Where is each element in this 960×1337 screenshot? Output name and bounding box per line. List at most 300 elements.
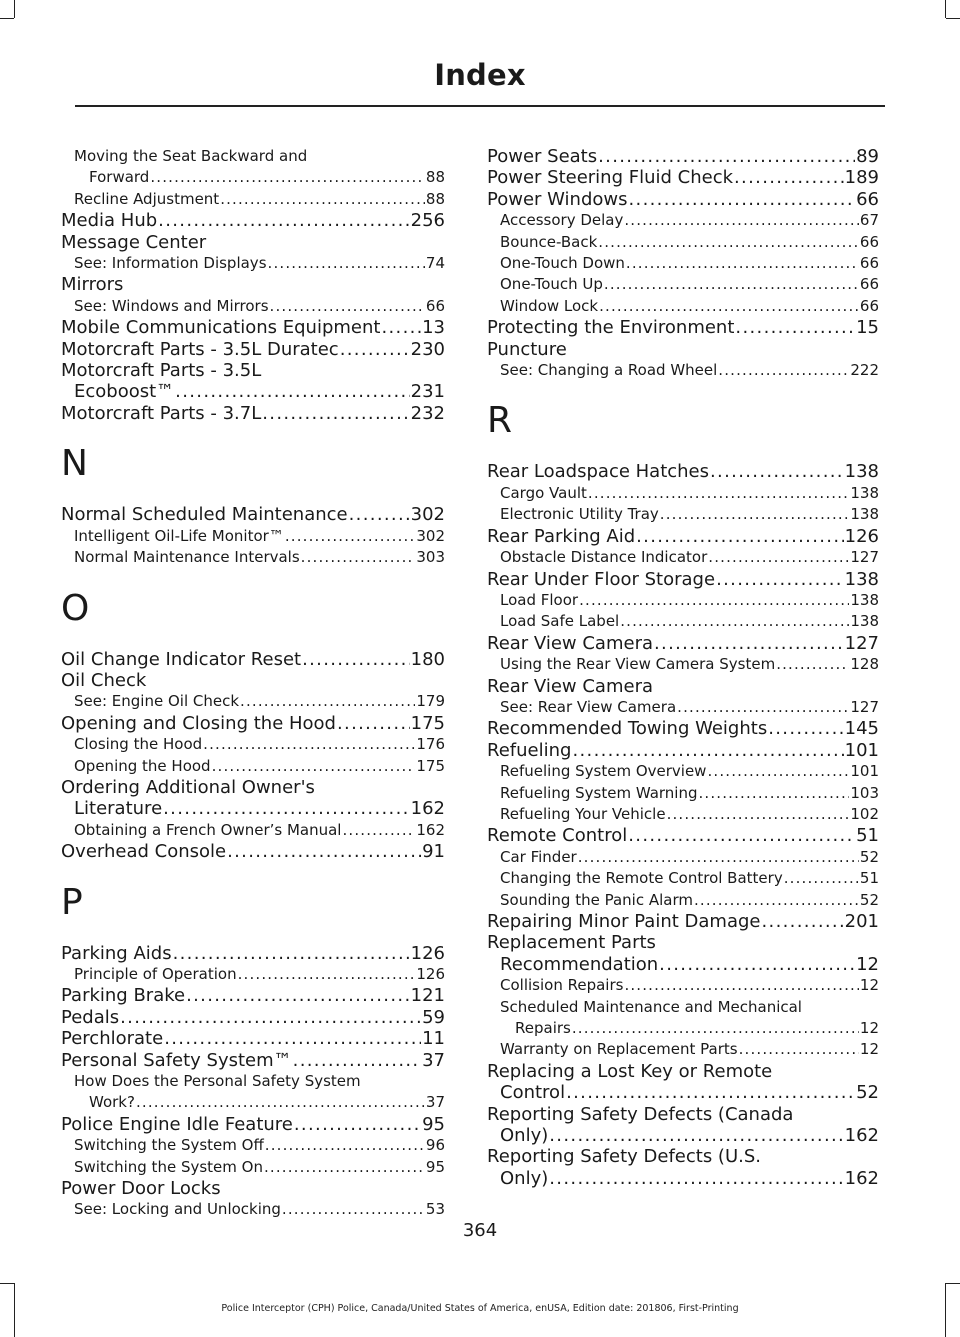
dot-leader xyxy=(265,1135,425,1156)
index-subentry[interactable] xyxy=(61,167,445,188)
dot-leader xyxy=(173,943,410,964)
entry-page-number: 201 xyxy=(844,911,879,932)
index-heading: Mirrors xyxy=(61,274,124,296)
crop-mark-top-right-v xyxy=(945,0,946,18)
entry-page-number: 222 xyxy=(850,361,879,380)
index-entry[interactable] xyxy=(487,317,879,338)
entry-label: Media Hub xyxy=(61,210,158,232)
dot-leader xyxy=(710,461,844,482)
index-entry[interactable] xyxy=(61,649,445,670)
entry-label: Personal Safety System™ xyxy=(61,1049,292,1071)
index-heading: Reporting Safety Defects (Canada xyxy=(487,1103,794,1125)
index-subentry[interactable] xyxy=(487,868,879,889)
dot-leader xyxy=(381,317,421,338)
dot-leader xyxy=(761,911,843,932)
entry-page-number: 101 xyxy=(844,739,879,761)
index-subentry[interactable] xyxy=(61,734,445,755)
entry-page-number: 162 xyxy=(844,1125,879,1147)
entry-page-number: 162 xyxy=(410,798,445,820)
entry-label: Accessory Delay xyxy=(500,211,624,230)
index-entry[interactable] xyxy=(61,841,445,862)
dot-leader xyxy=(337,713,410,734)
index-subentry[interactable] xyxy=(487,504,879,525)
entry-page-number: 13 xyxy=(422,317,445,339)
index-subentry[interactable] xyxy=(487,483,879,504)
index-heading: Oil Check xyxy=(61,669,147,691)
entry-label: Changing the Remote Control Battery xyxy=(500,869,783,888)
index-entry[interactable] xyxy=(61,1007,445,1028)
dot-leader xyxy=(186,985,410,1006)
entry-label: Pedals xyxy=(61,1006,120,1028)
entry-page-number: 103 xyxy=(850,783,879,802)
entry-page-number: 127 xyxy=(844,632,879,654)
index-entry[interactable] xyxy=(61,210,445,231)
entry-page-number: 37 xyxy=(422,1049,445,1071)
index-subentry[interactable] xyxy=(487,547,879,568)
dot-leader xyxy=(282,1199,425,1220)
entry-label: Forward xyxy=(89,168,150,187)
entry-page-number: 127 xyxy=(850,548,879,567)
entry-page-number: 15 xyxy=(856,317,879,339)
entry-label: Rear Loadspace Hatches xyxy=(487,461,710,483)
entry-page-number: 88 xyxy=(425,189,445,208)
index-subentry[interactable] xyxy=(61,820,445,841)
entry-label: Rear Parking Aid xyxy=(487,525,636,547)
index-heading: Reporting Safety Defects (U.S. xyxy=(487,1146,761,1168)
index-subheading: Moving the Seat Backward and xyxy=(74,147,308,165)
index-entry[interactable] xyxy=(61,798,445,819)
index-heading: Puncture xyxy=(487,338,567,360)
dot-leader xyxy=(604,274,859,295)
index-entry[interactable] xyxy=(487,633,879,654)
entry-label: Literature xyxy=(74,798,163,820)
index-subentry[interactable] xyxy=(61,964,445,985)
dot-leader xyxy=(660,504,850,525)
entry-label: Car Finder xyxy=(500,847,577,866)
index-subentry[interactable] xyxy=(487,783,879,804)
index-column-left xyxy=(61,146,445,1221)
entry-label: Only) xyxy=(500,1125,549,1147)
entry-page-number: 175 xyxy=(410,712,445,734)
footer-text: Police Interceptor (CPH) Police, Canada/United States of America, enUSA, Edition date: 201806, First-Printing xyxy=(221,1303,739,1314)
entry-label: Ecoboost™ xyxy=(74,381,175,403)
dot-leader xyxy=(768,718,843,739)
dot-leader xyxy=(620,611,849,632)
dot-leader xyxy=(734,167,844,188)
entry-label: One-Touch Down xyxy=(500,254,625,273)
index-heading: Replacement Parts xyxy=(487,932,656,954)
entry-page-number: 138 xyxy=(850,483,879,502)
entry-page-number: 176 xyxy=(416,735,445,754)
entry-label: Protecting the Environment xyxy=(487,317,735,339)
entry-page-number: 179 xyxy=(416,692,445,711)
entry-page-number: 189 xyxy=(844,167,879,189)
index-entry[interactable] xyxy=(61,1050,445,1071)
entry-label: Repairing Minor Paint Damage xyxy=(487,911,761,932)
dot-leader xyxy=(588,483,849,504)
index-subentry[interactable] xyxy=(487,847,879,868)
crop-mark-bottom-right-h xyxy=(946,1283,960,1284)
dot-leader xyxy=(776,654,849,675)
index-entry[interactable] xyxy=(61,1114,445,1135)
dot-leader xyxy=(739,1039,859,1060)
entry-page-number: 231 xyxy=(410,381,445,403)
crop-mark-top-left-h xyxy=(0,18,14,19)
crop-mark-top-left-v xyxy=(14,0,15,18)
index-entry[interactable] xyxy=(487,825,879,846)
dot-leader xyxy=(262,403,409,424)
entry-page-number: 302 xyxy=(416,526,445,545)
dot-leader xyxy=(699,783,850,804)
index-entry[interactable] xyxy=(61,403,445,424)
dot-leader xyxy=(175,381,409,402)
index-subentry[interactable] xyxy=(61,296,445,317)
entry-label: Intelligent Oil-Life Monitor™ xyxy=(74,526,284,545)
dot-leader xyxy=(164,1028,421,1049)
index-subentry[interactable] xyxy=(61,1092,445,1113)
index-entry[interactable] xyxy=(61,339,445,360)
entry-label: Repairs xyxy=(515,1019,571,1038)
entry-label: Recommendation xyxy=(500,953,659,975)
dot-leader xyxy=(342,820,415,841)
entry-label: Motorcraft Parts - 3.5L Duratec xyxy=(61,338,339,360)
entry-page-number: 126 xyxy=(410,942,445,964)
dot-leader xyxy=(599,296,859,317)
entry-page-number: 66 xyxy=(425,296,445,315)
dot-leader xyxy=(598,146,855,167)
entry-label: Opening the Hood xyxy=(74,756,211,775)
index-entry[interactable] xyxy=(487,189,879,210)
index-entry[interactable] xyxy=(61,317,445,338)
dot-leader xyxy=(579,590,849,611)
entry-page-number: 66 xyxy=(856,188,879,210)
entry-label: See: Changing a Road Wheel xyxy=(500,361,718,380)
section-letter: O xyxy=(61,587,90,629)
entry-label: Only) xyxy=(500,1167,549,1189)
entry-label: Electronic Utility Tray xyxy=(500,505,659,524)
entry-page-number: 256 xyxy=(410,210,445,232)
dot-leader xyxy=(578,847,859,868)
entry-label: Oil Change Indicator Reset xyxy=(61,648,302,670)
entry-label: Switching the System On xyxy=(74,1157,263,1176)
index-entry[interactable] xyxy=(487,1168,879,1189)
entry-label: See: Engine Oil Check xyxy=(74,692,240,711)
entry-label: Using the Rear View Camera System xyxy=(500,655,776,674)
dot-leader xyxy=(136,1092,425,1113)
entry-label: Principle of Operation xyxy=(74,964,237,983)
index-subentry[interactable] xyxy=(487,975,879,996)
entry-label: See: Windows and Mirrors xyxy=(74,296,269,315)
entry-label: Collision Repairs xyxy=(500,976,624,995)
index-subentry[interactable] xyxy=(487,804,879,825)
entry-label: Control xyxy=(500,1082,566,1104)
index-subentry[interactable] xyxy=(487,360,879,381)
header-divider xyxy=(75,105,885,107)
entry-page-number: 138 xyxy=(850,590,879,609)
index-heading: Message Center xyxy=(61,231,207,253)
entry-label: One-Touch Up xyxy=(500,275,603,294)
index-subentry[interactable] xyxy=(61,1135,445,1156)
entry-page-number: 121 xyxy=(410,985,445,1007)
index-column-right xyxy=(487,146,879,1189)
index-heading: Rear View Camera xyxy=(487,675,653,697)
dot-leader xyxy=(572,740,843,761)
dot-leader xyxy=(677,697,849,718)
entry-label: Obstacle Distance Indicator xyxy=(500,548,708,567)
dot-leader xyxy=(626,253,859,274)
entry-label: Perchlorate xyxy=(61,1028,164,1050)
entry-page-number: 12 xyxy=(859,1040,879,1059)
entry-page-number: 51 xyxy=(859,869,879,888)
entry-page-number: 66 xyxy=(859,232,879,251)
index-entry[interactable] xyxy=(487,1125,879,1146)
dot-leader xyxy=(718,360,849,381)
entry-page-number: 95 xyxy=(422,1113,445,1135)
dot-leader xyxy=(294,1114,421,1135)
entry-page-number: 138 xyxy=(850,612,879,631)
entry-label: Power Steering Fluid Check xyxy=(487,167,734,189)
dot-leader xyxy=(784,868,859,889)
dot-leader xyxy=(549,1168,843,1189)
index-entry[interactable] xyxy=(487,718,879,739)
dot-leader xyxy=(270,296,425,317)
index-entry[interactable] xyxy=(487,461,879,482)
index-subentry[interactable] xyxy=(61,189,445,210)
dot-leader xyxy=(694,890,859,911)
dot-leader xyxy=(212,756,416,777)
entry-page-number: 102 xyxy=(850,804,879,823)
dot-leader xyxy=(240,691,415,712)
entry-page-number: 162 xyxy=(416,820,445,839)
dot-leader xyxy=(264,1157,425,1178)
entry-label: Refueling System Overview xyxy=(500,762,707,781)
dot-leader xyxy=(301,547,416,568)
dot-leader xyxy=(150,167,425,188)
entry-page-number: 59 xyxy=(422,1006,445,1028)
entry-label: Rear Under Floor Storage xyxy=(487,568,716,590)
entry-page-number: 12 xyxy=(859,976,879,995)
entry-label: Motorcraft Parts - 3.7L xyxy=(61,402,262,424)
entry-label: Recommended Towing Weights xyxy=(487,718,768,740)
index-subentry[interactable] xyxy=(487,210,879,231)
index-entry[interactable] xyxy=(61,713,445,734)
entry-page-number: 67 xyxy=(859,211,879,230)
page-title: Index xyxy=(434,58,526,92)
entry-label: Parking Brake xyxy=(61,985,186,1007)
dot-leader xyxy=(708,547,849,568)
entry-label: Refueling Your Vehicle xyxy=(500,804,666,823)
index-subentry[interactable] xyxy=(487,296,879,317)
index-subentry[interactable] xyxy=(487,1018,879,1039)
entry-label: Sounding the Panic Alarm xyxy=(500,890,693,909)
index-subentry[interactable] xyxy=(61,756,445,777)
index-heading: Power Door Locks xyxy=(61,1178,221,1200)
entry-label: Power Windows xyxy=(487,188,628,210)
entry-label: Load Floor xyxy=(500,590,579,609)
entry-page-number: 66 xyxy=(859,254,879,273)
index-entry[interactable] xyxy=(487,167,879,188)
dot-leader xyxy=(549,1125,843,1146)
entry-label: Police Engine Idle Feature xyxy=(61,1113,293,1135)
index-entry[interactable] xyxy=(487,740,879,761)
dot-leader xyxy=(120,1007,421,1028)
dot-leader xyxy=(654,633,844,654)
entry-label: Refueling System Warning xyxy=(500,783,698,802)
dot-leader xyxy=(158,210,409,231)
entry-page-number: 126 xyxy=(416,964,445,983)
entry-label: Parking Aids xyxy=(61,942,172,964)
index-heading: Replacing a Lost Key or Remote xyxy=(487,1060,773,1082)
index-heading: Ordering Additional Owner's xyxy=(61,776,315,798)
dot-leader xyxy=(163,798,410,819)
entry-label: Power Seats xyxy=(487,146,598,167)
dot-leader xyxy=(268,253,425,274)
index-entry[interactable] xyxy=(487,1082,879,1103)
index-subentry[interactable] xyxy=(61,547,445,568)
index-entry[interactable] xyxy=(487,911,879,932)
index-subentry[interactable] xyxy=(487,232,879,253)
dot-leader xyxy=(636,526,844,547)
dot-leader xyxy=(285,526,416,547)
dot-leader xyxy=(566,1082,855,1103)
dot-leader xyxy=(349,504,410,525)
entry-page-number: 138 xyxy=(844,568,879,590)
index-subheading: How Does the Personal Safety System xyxy=(74,1072,361,1090)
entry-label: Work? xyxy=(89,1093,135,1112)
entry-page-number: 175 xyxy=(416,756,445,775)
entry-page-number: 89 xyxy=(856,146,879,167)
dot-leader xyxy=(624,975,858,996)
dot-leader xyxy=(624,210,859,231)
entry-label: See: Locking and Unlocking xyxy=(74,1200,281,1219)
entry-label: Remote Control xyxy=(487,825,628,847)
index-subentry[interactable] xyxy=(487,590,879,611)
entry-label: See: Rear View Camera xyxy=(500,697,677,716)
entry-label: Opening and Closing the Hood xyxy=(61,712,336,734)
crop-mark-top-right-h xyxy=(946,18,960,19)
section-letter: P xyxy=(61,881,83,923)
entry-page-number: 303 xyxy=(416,548,445,567)
index-subentry[interactable] xyxy=(487,253,879,274)
entry-page-number: 52 xyxy=(856,1082,879,1104)
dot-leader xyxy=(572,1018,859,1039)
section-letter: R xyxy=(487,400,513,442)
dot-leader xyxy=(238,964,416,985)
index-subentry[interactable] xyxy=(487,654,879,675)
entry-page-number: 66 xyxy=(859,296,879,315)
entry-page-number: 128 xyxy=(850,655,879,674)
entry-label: Cargo Vault xyxy=(500,483,587,502)
section-letter: N xyxy=(61,443,88,485)
entry-page-number: 232 xyxy=(410,402,445,424)
entry-page-number: 180 xyxy=(410,648,445,670)
index-subentry[interactable] xyxy=(61,526,445,547)
entry-page-number: 66 xyxy=(859,275,879,294)
entry-label: Switching the System Off xyxy=(74,1136,264,1155)
entry-label: Warranty on Replacement Parts xyxy=(500,1040,738,1059)
entry-page-number: 12 xyxy=(859,1019,879,1038)
entry-page-number: 51 xyxy=(856,825,879,847)
entry-label: Overhead Console xyxy=(61,841,227,863)
index-subentry[interactable] xyxy=(487,1039,879,1060)
index-entry[interactable] xyxy=(61,504,445,525)
dot-leader xyxy=(735,317,855,338)
dot-leader xyxy=(628,825,855,846)
entry-label: Refueling xyxy=(487,739,572,761)
crop-mark-bottom-left-h xyxy=(0,1283,14,1284)
index-entry[interactable] xyxy=(487,954,879,975)
entry-page-number: 12 xyxy=(856,953,879,975)
entry-label: Recline Adjustment xyxy=(74,189,220,208)
dot-leader xyxy=(629,189,856,210)
index-subentry[interactable] xyxy=(61,253,445,274)
dot-leader xyxy=(667,804,850,825)
entry-label: Obtaining a French Owner’s Manual xyxy=(74,820,342,839)
dot-leader xyxy=(227,841,421,862)
entry-page-number: 91 xyxy=(422,841,445,863)
dot-leader xyxy=(203,734,415,755)
index-subentry[interactable] xyxy=(61,1199,445,1220)
entry-page-number: 53 xyxy=(425,1200,445,1219)
entry-label: Normal Maintenance Intervals xyxy=(74,548,300,567)
entry-label: Rear View Camera xyxy=(487,632,653,654)
index-entry[interactable] xyxy=(487,526,879,547)
entry-page-number: 96 xyxy=(425,1136,445,1155)
index-subentry[interactable] xyxy=(487,274,879,295)
index-heading: Motorcraft Parts - 3.5L xyxy=(61,360,262,382)
dot-leader xyxy=(302,649,410,670)
entry-label: Bounce-Back xyxy=(500,232,598,251)
index-subentry[interactable] xyxy=(487,890,879,911)
entry-label: Closing the Hood xyxy=(74,735,203,754)
entry-label: Normal Scheduled Maintenance xyxy=(61,504,348,526)
entry-page-number: 95 xyxy=(425,1157,445,1176)
entry-page-number: 138 xyxy=(844,461,879,483)
entry-page-number: 126 xyxy=(844,525,879,547)
index-entry[interactable] xyxy=(61,1028,445,1049)
index-subheading: Scheduled Maintenance and Mechanical xyxy=(500,997,802,1016)
index-entry[interactable] xyxy=(487,146,879,167)
entry-page-number: 88 xyxy=(425,168,445,187)
entry-page-number: 11 xyxy=(422,1028,445,1050)
entry-label: Window Lock xyxy=(500,296,599,315)
index-entry[interactable] xyxy=(61,985,445,1006)
entry-page-number: 230 xyxy=(410,338,445,360)
dot-leader xyxy=(293,1050,421,1071)
entry-page-number: 52 xyxy=(859,847,879,866)
index-subentry[interactable] xyxy=(487,697,879,718)
index-entry[interactable] xyxy=(487,569,879,590)
index-subentry[interactable] xyxy=(487,611,879,632)
index-subentry[interactable] xyxy=(487,761,879,782)
entry-page-number: 302 xyxy=(410,504,445,526)
dot-leader xyxy=(716,569,844,590)
index-subentry[interactable] xyxy=(61,1157,445,1178)
index-entry[interactable] xyxy=(61,381,445,402)
entry-page-number: 74 xyxy=(425,254,445,273)
page-number: 364 xyxy=(462,1220,498,1241)
entry-page-number: 138 xyxy=(850,505,879,524)
dot-leader xyxy=(340,339,410,360)
index-subentry[interactable] xyxy=(61,691,445,712)
entry-page-number: 162 xyxy=(844,1167,879,1189)
entry-page-number: 37 xyxy=(425,1093,445,1112)
entry-page-number: 52 xyxy=(859,890,879,909)
dot-leader xyxy=(707,761,849,782)
dot-leader xyxy=(659,954,855,975)
index-entry[interactable] xyxy=(61,943,445,964)
entry-page-number: 127 xyxy=(850,697,879,716)
